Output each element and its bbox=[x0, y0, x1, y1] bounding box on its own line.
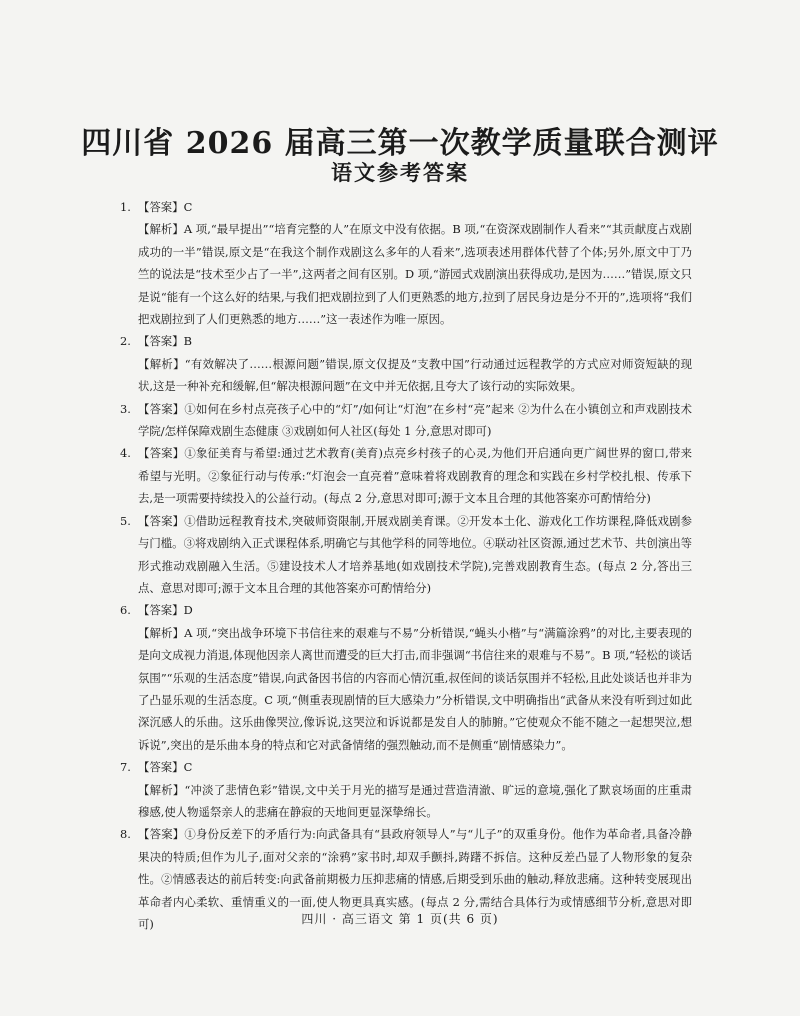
question-number: 5. bbox=[120, 513, 131, 528]
answer-item bbox=[120, 510, 692, 600]
question-number: 3. bbox=[120, 401, 131, 416]
answer-text: 【答案】C bbox=[138, 200, 193, 214]
question-number: 6. bbox=[120, 603, 131, 618]
analysis-text: 【解析】“冲淡了悲情色彩”错误,文中关于月光的描写是通过营造清澈、旷远的意境,强化了默哀场面的庄重肃穆感,使人物遥祭亲人的悲痛在静寂的天地间更显深挚绵长。 bbox=[138, 782, 692, 819]
answer-text: 【答案】①象征美育与希望:通过艺术教育(美育)点亮乡村孩子的心灵,为他们开启通向更广阔世界的窗口,带来希望与光明。②象征行动与传承:“灯泡会一直亮着”意味着将戏剧教育的理念和实践在乡村学校扎根、传承下去,是一项需要持续投入的公益行动。(每点 2 分,意思对即可;源于文本且合理的其他答案亦可酌情给分) bbox=[138, 446, 692, 506]
analysis-text: 【解析】“有效解决了……根源问题”错误,原文仅提及“支教中国”行动通过远程教学的方式应对师资短缺的现状,这是一种补充和缓解,但“解决根源问题”在文中并无依据,且夸大了该行动的实际效果。 bbox=[138, 356, 692, 394]
answer-text: 【答案】C bbox=[138, 760, 193, 775]
answer-item bbox=[120, 398, 692, 443]
question-number: 4. bbox=[120, 446, 131, 461]
answer-item bbox=[120, 756, 692, 823]
answer-item bbox=[120, 599, 692, 756]
page-subtitle: 语文参考答案 bbox=[331, 160, 469, 185]
analysis-text: 【解析】A 项,“最早提出”“培育完整的人”在原文中没有依据。B 项,“在资深戏剧制作人看来”“其贡献度占戏剧成功的一半”错误,原文是“在我这个制作戏剧这么多年的人看来”,选项表述用群体代替了个体;另外,原文中丁乃竺的说法是“技术至少占了一半”,这两者之间有区别。D 项,“游园式戏剧演出获得成功,是因为……”错误,原文只是说“能有一个这么好的结果,与我们把戏剧拉到了人们更熟悉的地方,拉到了居民身边是分不开的”,选项将“我们把戏剧拉到了人们更熟悉的地方……”这一表述作为唯一原因。 bbox=[138, 222, 692, 327]
answer-text: 【答案】B bbox=[138, 334, 192, 349]
analysis-text: 【解析】A 项,“突出战争环境下书信往来的艰难与不易”分析错误,“蝇头小楷”与“满篇涂鸦”的对比,主要表现的是向文成视力消退,体现他因亲人离世而遭受的巨大打击,而非强调“书信往来的艰难与不易”。B 项,“轻松的谈话氛围”“乐观的生活态度”错误,向武备因书信的内容而心情沉重,叔侄间的谈话氛围并不轻松,且此处谈话也并非为了凸显乐观的生活态度。C 项,“侧重表现剧情的巨大感染力”分析错误,文中明确指出“武备从来没有听到过如此深沉感人的乐曲。这乐曲像哭泣,像诉说,这哭泣和诉说都是发自人的肺腑。”它使观众不能不随之一起想哭泣,想诉说”,突出的是乐曲本身的特点和它对武备情绪的强烈触动,而不是侧重“剧情感染力”。 bbox=[138, 625, 692, 752]
answer-text: 【答案】①如何在乡村点亮孩子心中的“灯”/如何让“灯泡”在乡村“亮”起来 ②为什么在小镇创立和声戏剧技术学院/怎样保障戏剧生态健康 ③戏剧如何人社区(每处 1 分,意思对即可) bbox=[138, 401, 692, 439]
question-number: 8. bbox=[120, 827, 131, 842]
question-number: 2. bbox=[120, 334, 131, 349]
answer-item bbox=[120, 196, 692, 330]
question-number: 1. bbox=[120, 200, 131, 214]
page-footer: 四川 · 高三语文 第 1 页(共 6 页) bbox=[301, 912, 499, 926]
answer-list bbox=[120, 196, 692, 935]
answer-item bbox=[120, 330, 692, 397]
answer-item bbox=[120, 442, 692, 509]
answer-text: 【答案】①借助远程教育技术,突破师资限制,开展戏剧美育课。②开发本土化、游戏化工作坊课程,降低戏剧参与门槛。③将戏剧纳入正式课程体系,明确它与其他学科的同等地位。④联动社区资源,通过艺术节、共创演出等形式推动戏剧融入生活。⑤建设技术人才培养基地(如戏剧技术学院),完善戏剧教育生态。(每点 2 分,答出三点、意思对即可;源于文本且合理的其他答案亦可酌情给分) bbox=[138, 513, 692, 595]
page-title: 四川省 2026 届高三第一次教学质量联合测评 bbox=[81, 126, 719, 161]
question-number: 7. bbox=[120, 760, 131, 775]
answer-text: 【答案】D bbox=[138, 603, 193, 618]
answer-text: 【答案】①身份反差下的矛盾行为:向武备具有“县政府领导人”与“儿子”的双重身份。他作为革命者,具备冷静果决的特质;但作为儿子,面对父亲的“涂鸦”家书时,却双手颤抖,踌躇不拆信。这种反差凸显了人物形象的复杂性。②情感表达的前后转变:向武备前期极力压抑悲痛的情感,后期受到乐曲的触动,释放悲痛。这种转变展现出革命者内心柔软、重情重义的一面,使人物更具真实感。(每点 2 分,需结合具体行为或情感细节分析,意思对即可) bbox=[138, 827, 692, 931]
